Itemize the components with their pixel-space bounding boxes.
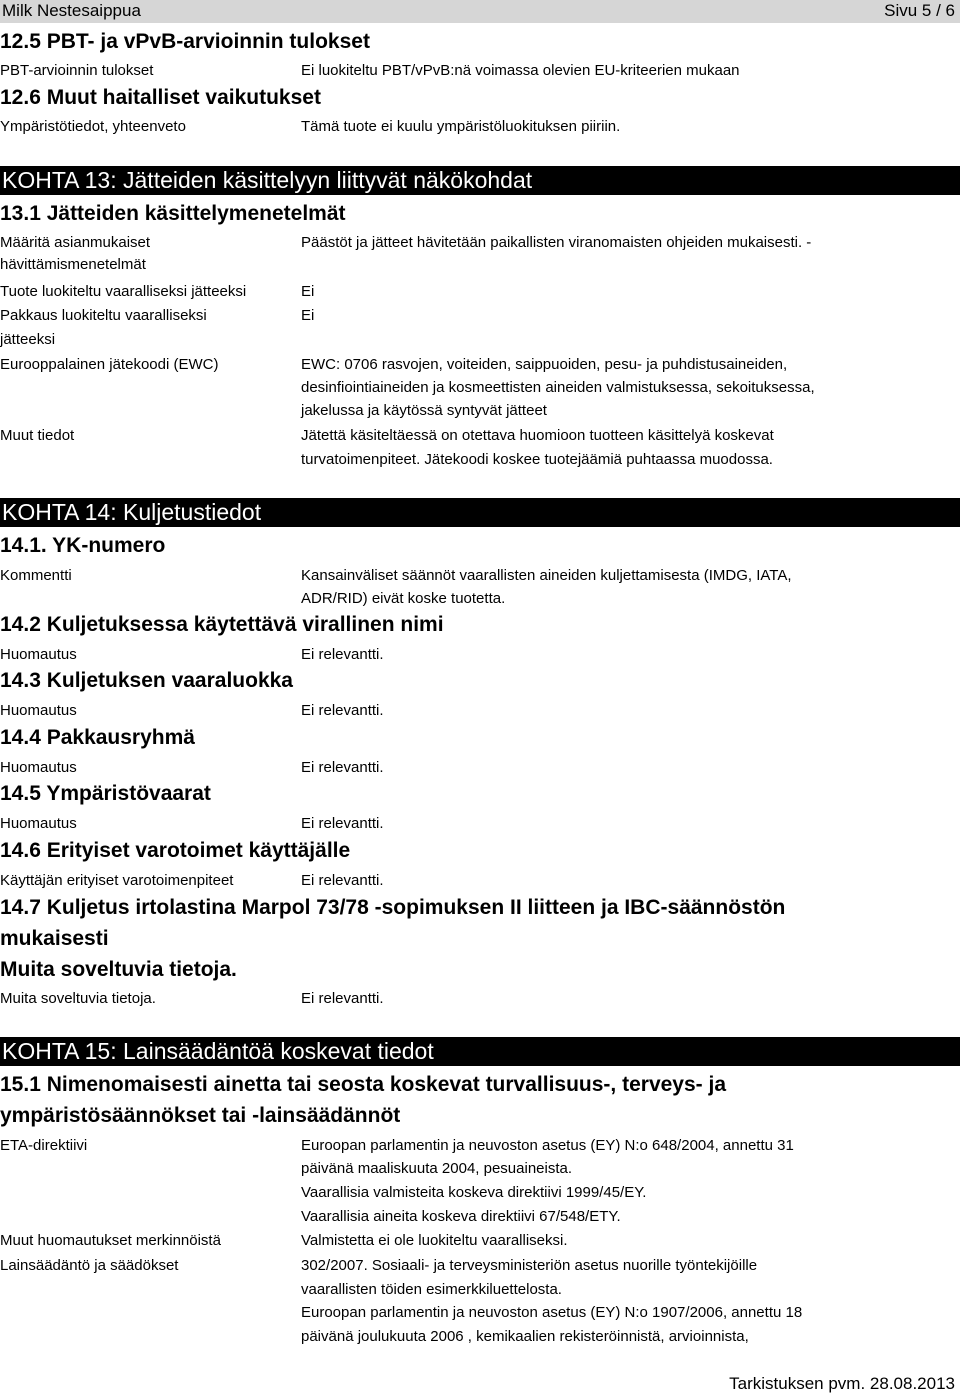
section-12-6-title: 12.6 Muut haitalliset vaikutukset — [0, 86, 321, 109]
eea-directive-line1: Euroopan parlamentin ja neuvoston asetus (EY) N:o 648/2004, annettu 31 — [301, 1137, 794, 1154]
section-14-6-title: 14.6 Erityiset varotoimet käyttäjälle — [0, 839, 351, 862]
packaging-hazardous-value: Ei — [301, 307, 315, 324]
other-applicable-value: Ei relevantti. — [301, 990, 384, 1007]
legislation-line2: vaarallisten töiden esimerkkiluettelosta. — [301, 1281, 562, 1298]
section-14-3-title: 14.3 Kuljetuksen vaaraluokka — [0, 669, 293, 692]
product-name: Milk Nestesaippua — [2, 1, 141, 20]
disposal-value: Päästöt ja jätteet hävitetään paikallisten viranomaisten ohjeiden mukaisesti. - — [301, 234, 812, 251]
ewc-value-line1: EWC: 0706 rasvojen, voiteiden, saippuoiden, pesu- ja puhdistusaineiden, — [301, 356, 788, 373]
section-13-heading: KOHTA 13: Jätteiden käsittelyyn liittyvät näkökohdat — [0, 166, 960, 195]
comment-value-line2: ADR/RID) eivät koske tuotetta. — [301, 590, 506, 607]
section-15-1-title-line1: 15.1 Nimenomaisesti ainetta tai seosta koskevat turvallisuus-, terveys- ja — [0, 1073, 726, 1096]
other-applicable-label: Muita soveltuvia tietoja. — [0, 990, 156, 1007]
pbt-label: PBT-arvioinnin tulokset — [0, 62, 154, 79]
eea-directive-line3: Vaarallisia valmisteita koskeva direktiivi 1999/45/EY. — [301, 1184, 647, 1201]
eea-directive-label: ETA-direktiivi — [0, 1137, 88, 1154]
section-12-5-title: 12.5 PBT- ja vPvB-arvioinnin tulokset — [0, 30, 370, 53]
note-label: Huomautus — [0, 702, 77, 719]
user-precautions-label: Käyttäjän erityiset varotoimenpiteet — [0, 872, 234, 889]
ewc-label: Eurooppalainen jätekoodi (EWC) — [0, 356, 219, 373]
labelling-notes-value: Valmistetta ei ole luokiteltu vaaralliseksi. — [301, 1232, 568, 1249]
ewc-value-line3: jakelussa ja käytössä syntyvät jätteet — [301, 402, 547, 419]
disposal-label-line1: Määritä asianmukaiset — [0, 234, 151, 251]
note-label: Huomautus — [0, 815, 77, 832]
page-header-bar — [0, 0, 960, 23]
section-14-heading: KOHTA 14: Kuljetustiedot — [0, 498, 960, 527]
packaging-hazardous-label-line1: Pakkaus luokiteltu vaaralliseksi — [0, 307, 207, 324]
env-summary-label: Ympäristötiedot, yhteenveto — [0, 118, 186, 135]
other-info-label: Muut tiedot — [0, 427, 75, 444]
section-15-heading: KOHTA 15: Lainsäädäntöä koskevat tiedot — [0, 1037, 960, 1066]
section-14-7-title-line3: Muita soveltuvia tietoja. — [0, 958, 237, 981]
page-number: Sivu 5 / 6 — [884, 1, 955, 20]
product-hazardous-waste-value: Ei — [301, 283, 315, 300]
note-label: Huomautus — [0, 759, 77, 776]
note-label: Huomautus — [0, 646, 77, 663]
note-value: Ei relevantti. — [301, 815, 384, 832]
section-14-7-title-line1: 14.7 Kuljetus irtolastina Marpol 73/78 -sopimuksen II liitteen ja IBC-säännöstön — [0, 896, 786, 919]
section-14-1-title: 14.1. YK-numero — [0, 534, 166, 557]
disposal-label-line2: hävittämismenetelmät — [0, 256, 146, 273]
env-summary-value: Tämä tuote ei kuulu ympäristöluokituksen piiriin. — [301, 118, 621, 135]
note-value: Ei relevantti. — [301, 702, 384, 719]
section-14-7-title-line2: mukaisesti — [0, 927, 109, 950]
legislation-line1: 302/2007. Sosiaali- ja terveysministeriön asetus nuorille työntekijöille — [301, 1257, 758, 1274]
ewc-value-line2: desinfiointiaineiden ja kosmeettisten aineiden valmistuksessa, sekoituksessa, — [301, 379, 815, 396]
packaging-hazardous-label-line2: jätteeksi — [0, 331, 56, 348]
user-precautions-value: Ei relevantti. — [301, 872, 384, 889]
other-info-line1: Jätettä käsiteltäessä on otettava huomioon tuotteen käsittelyä koskevat — [301, 427, 774, 444]
eea-directive-line2: päivänä maaliskuuta 2004, pesuaineista. — [301, 1160, 573, 1177]
eea-directive-line4: Vaarallisia aineita koskeva direktiivi 67/548/ETY. — [301, 1208, 621, 1225]
product-hazardous-waste-label: Tuote luokiteltu vaaralliseksi jätteeksi — [0, 283, 247, 300]
comment-label: Kommentti — [0, 567, 72, 584]
section-14-2-title: 14.2 Kuljetuksessa käytettävä virallinen nimi — [0, 613, 444, 636]
section-13-1-title: 13.1 Jätteiden käsittelymenetelmät — [0, 202, 346, 225]
labelling-notes-label: Muut huomautukset merkinnöistä — [0, 1232, 221, 1249]
revision-date: Tarkistuksen pvm. 28.08.2013 — [729, 1374, 955, 1393]
other-info-line2: turvatoimenpiteet. Jätekoodi koskee tuotejäämiä puhtaassa muodossa. — [301, 451, 773, 468]
legislation-line4: päivänä joulukuuta 2006 , kemikaalien rekisteröinnistä, arvioinnista, — [301, 1328, 749, 1345]
note-value: Ei relevantti. — [301, 759, 384, 776]
comment-value-line1: Kansainväliset säännöt vaarallisten aineiden kuljettamisesta (IMDG, IATA, — [301, 567, 792, 584]
pbt-value: Ei luokiteltu PBT/vPvB:nä voimassa olevien EU-kriteerien mukaan — [301, 62, 740, 79]
legislation-line3: Euroopan parlamentin ja neuvoston asetus (EY) N:o 1907/2006, annettu 18 — [301, 1304, 803, 1321]
section-15-1-title-line2: ympäristösäännökset tai -lainsäädännöt — [0, 1104, 401, 1127]
section-14-5-title: 14.5 Ympäristövaarat — [0, 782, 211, 805]
section-14-4-title: 14.4 Pakkausryhmä — [0, 726, 195, 749]
note-value: Ei relevantti. — [301, 646, 384, 663]
legislation-label: Lainsäädäntö ja säädökset — [0, 1257, 179, 1274]
